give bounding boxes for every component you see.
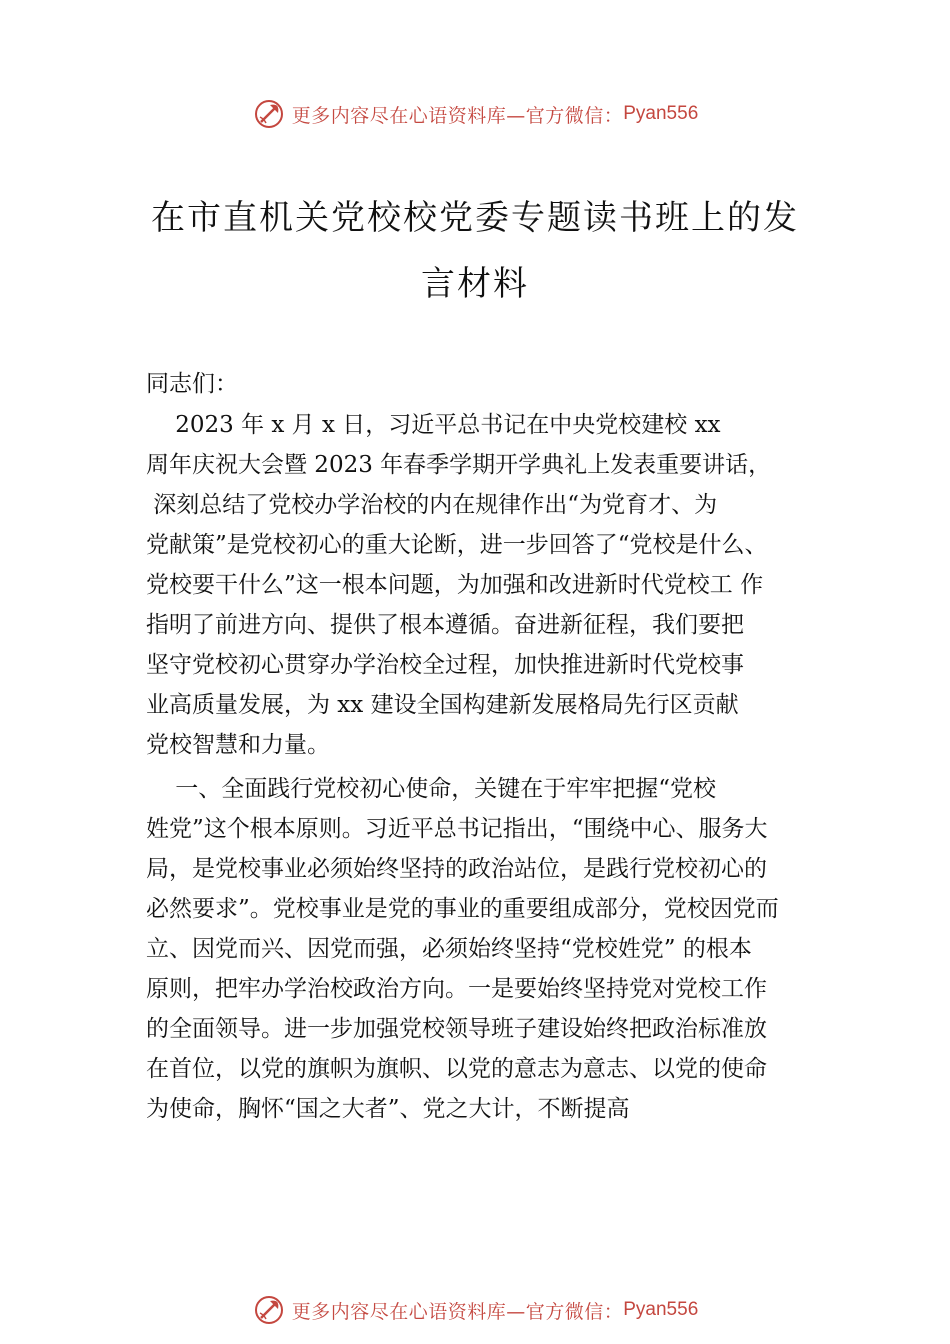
body-line: 坚守党校初心贯穿办学治校全过程，加快推进新时代党校事	[146, 652, 744, 678]
document-title-line-1: 在市直机关党校校党委专题读书班上的发	[151, 198, 799, 238]
body-line: 2023 年 x 月 x 日，习近平总书记在中央党校建校 xx	[146, 412, 721, 438]
document-title-line-2: 言材料	[421, 264, 529, 304]
banner-brand-text: 更多内容尽在心语资料库—官方微信：	[291, 104, 624, 127]
body-line: 的全面领导。进一步加强党校领导班子建设始终把政治标准放	[146, 1016, 767, 1042]
body-line: 党校要干什么”这一根本问题，为加强和改进新时代党校工 作	[146, 572, 764, 598]
body-line: 业高质量发展，为 xx 建设全国构建新发展格局先行区贡献	[146, 692, 739, 718]
body-line: 姓党”这个根本原则。习近平总书记指出，“围绕中心、服务大	[146, 816, 768, 842]
header-banner	[0, 94, 950, 134]
body-line: 周年庆祝大会暨 2023 年春季学期开学典礼上发表重要讲话，	[146, 452, 772, 478]
body-line: 原则，把牢办学治校政治方向。一是要始终坚持党对党校工作	[146, 976, 767, 1002]
banner-wechat-id: Pyan556	[623, 103, 699, 124]
body-line: 必然要求”。党校事业是党的事业的重要组成部分，党校因党而	[146, 896, 779, 922]
body-line: 局，是党校事业必须始终坚持的政治站位，是践行党校初心的	[146, 856, 767, 882]
body-line: 在首位，以党的旗帜为旗帜、以党的意志为意志、以党的使命	[146, 1056, 767, 1082]
quill-logo-icon	[252, 1293, 286, 1327]
body-line: 党献策”是党校初心的重大论断，进一步回答了“党校是什么、	[146, 532, 768, 558]
body-line: 指明了前进方向、提供了根本遵循。奋进新征程，我们要把	[146, 612, 744, 638]
body-line: 一、全面践行党校初心使命，关键在于牢牢把握“党校	[146, 776, 717, 802]
salutation: 同志们：	[146, 371, 238, 397]
body-line: 深刻总结了党校办学治校的内在规律作出“为党育才、为	[146, 492, 718, 518]
body-line: 为使命，胸怀“国之大者”、党之大计，不断提高	[146, 1096, 630, 1122]
banner-brand-text: 更多内容尽在心语资料库—官方微信：	[291, 1300, 624, 1323]
footer-banner	[0, 1290, 950, 1330]
banner-wechat-id: Pyan556	[623, 1299, 699, 1320]
body-line: 党校智慧和力量。	[146, 732, 330, 758]
body-line: 立、因党而兴、因党而强，必须始终坚持“党校姓党” 的根本	[146, 936, 752, 962]
quill-logo-icon	[252, 97, 286, 131]
